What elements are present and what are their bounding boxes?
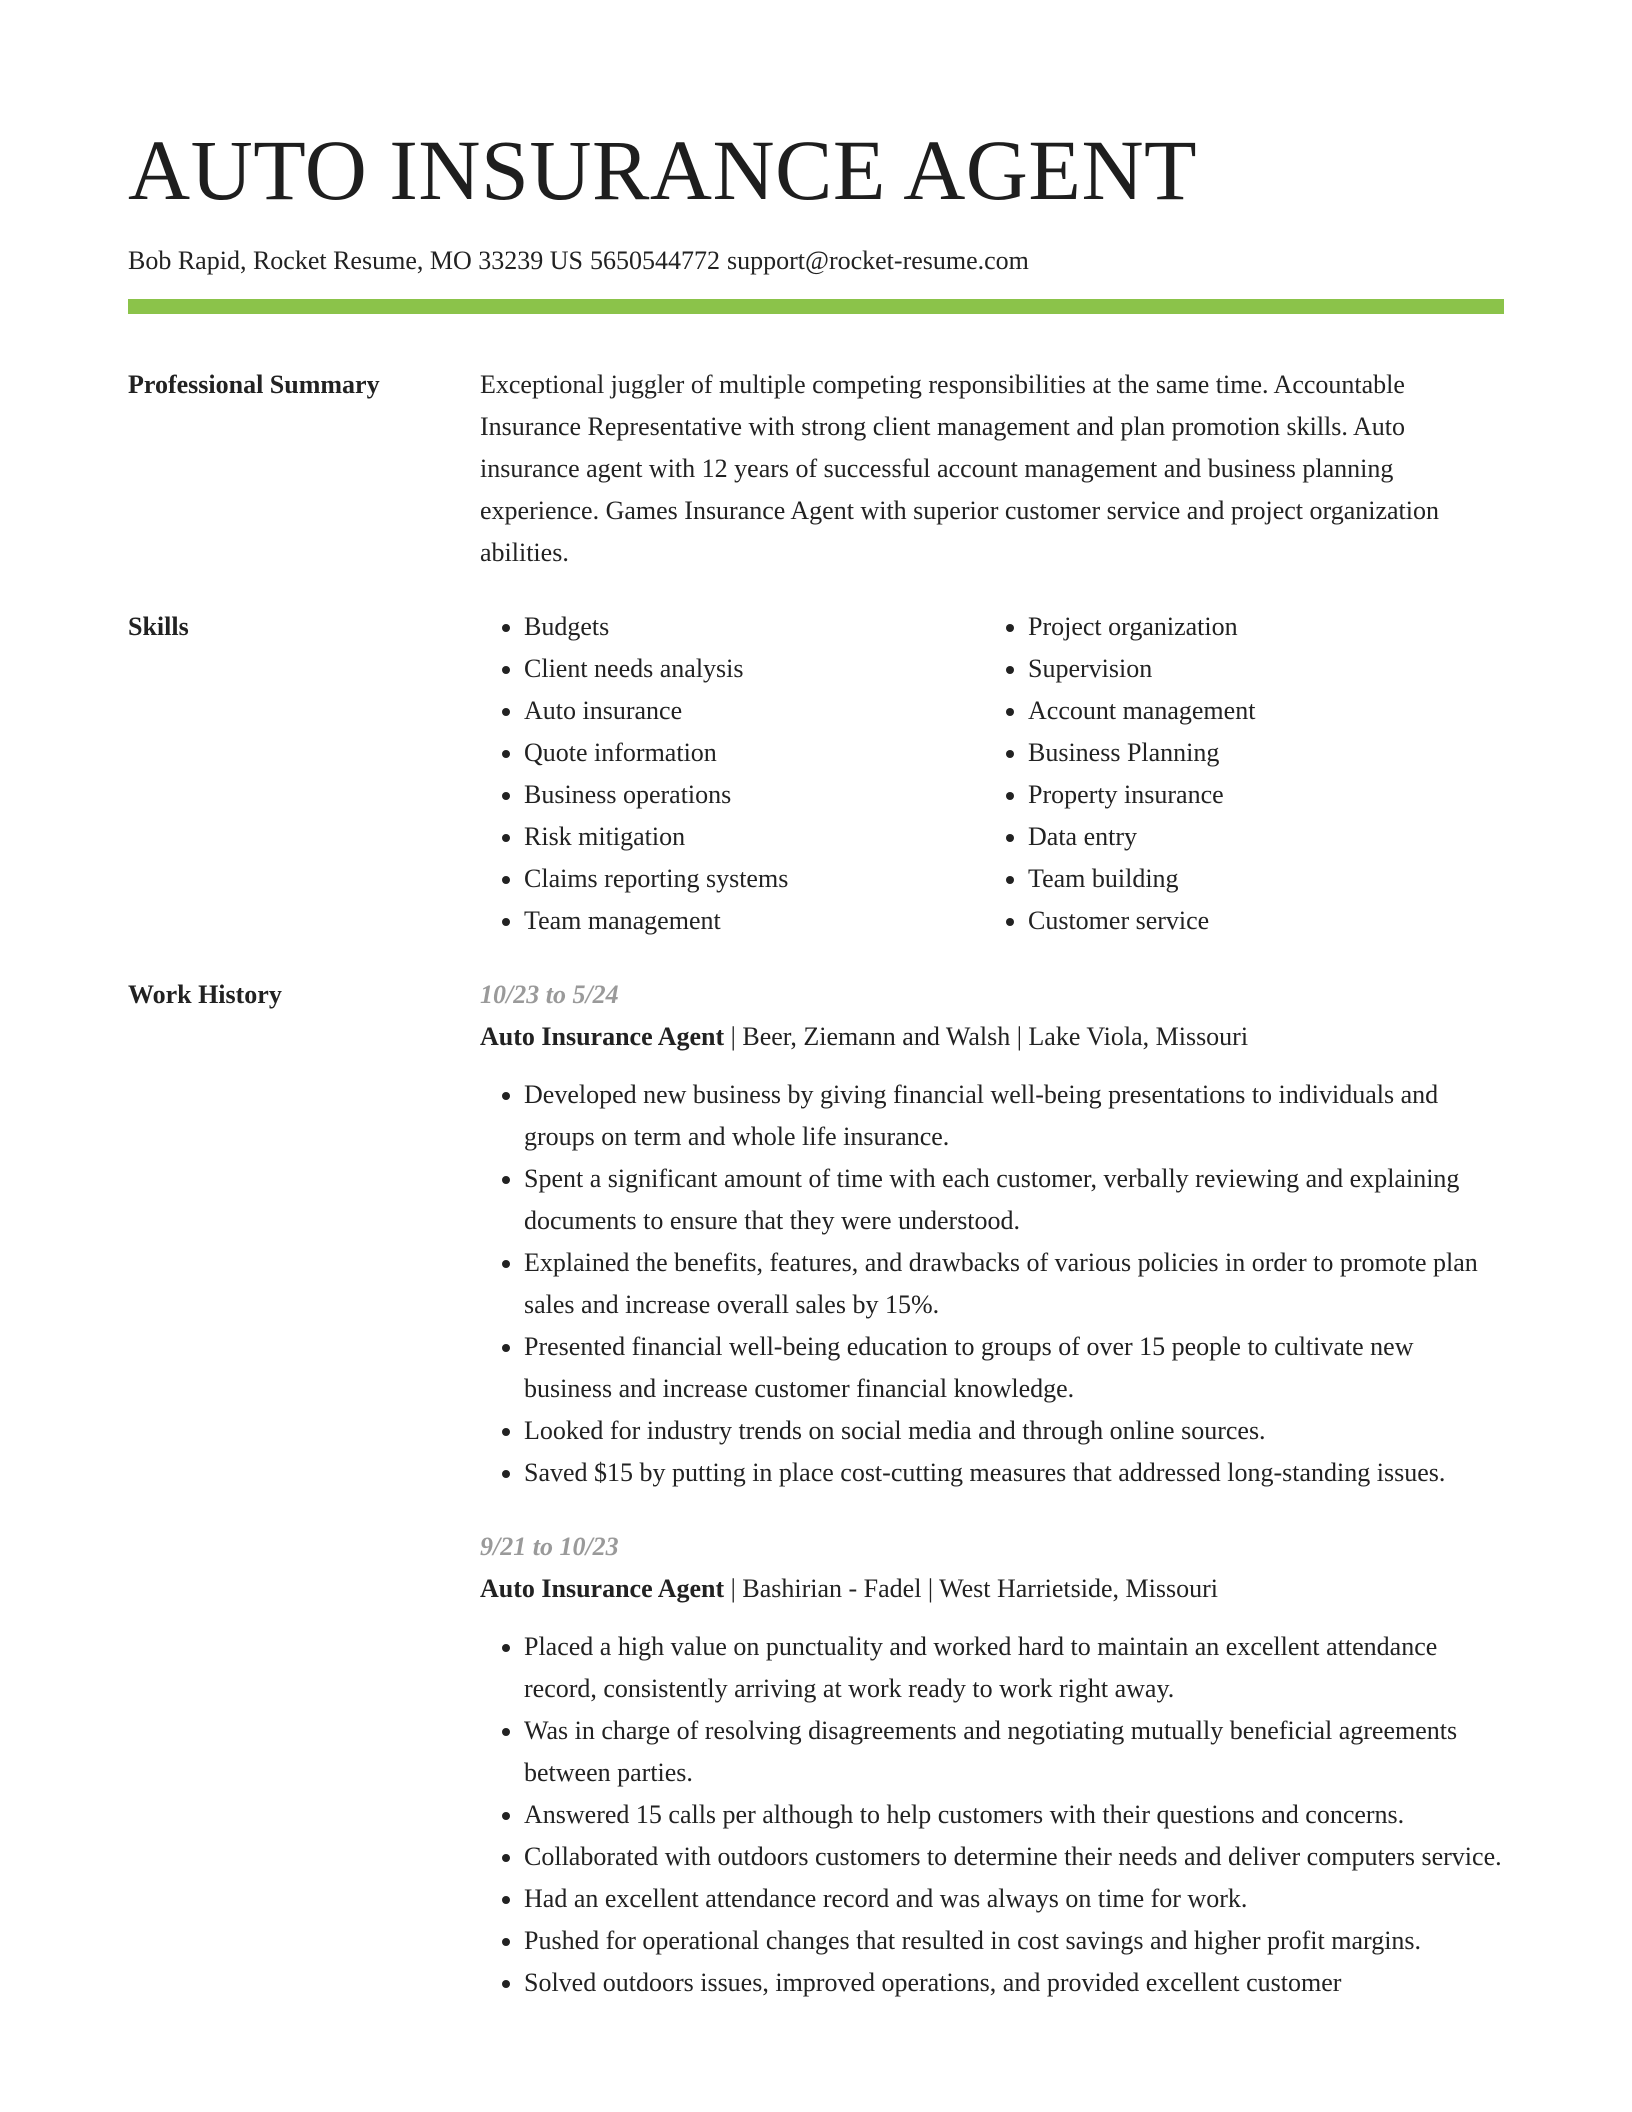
job-title: Auto Insurance Agent <box>480 1022 725 1051</box>
skill-item: • Project organization <box>1028 606 1488 648</box>
job-header <box>480 1016 1504 1058</box>
skill-item: • Budgets <box>524 606 984 648</box>
job-bullet: • Looked for industry trends on social media and through online sources. <box>524 1410 1504 1452</box>
skills-list-left <box>480 606 984 942</box>
job-bullet: • Had an excellent attendance record and was always on time for work. <box>524 1878 1504 1920</box>
job-bullet: • Presented financial well-being education to groups of over 15 people to cultivate new business and increase customer financial knowledge. <box>524 1326 1504 1410</box>
work-history-heading: Work History <box>128 980 282 1009</box>
summary-heading: Professional Summary <box>128 370 380 399</box>
skill-item: • Business Planning <box>1028 732 1488 774</box>
job-bullet: • Developed new business by giving financial well-being presentations to individuals and groups on term and whole life insurance. <box>524 1074 1504 1158</box>
work-history-section <box>128 974 1504 2004</box>
skills-columns <box>480 606 1504 942</box>
skill-item: • Auto insurance <box>524 690 984 732</box>
job-bullet: • Placed a high value on punctuality and worked hard to maintain an excellent attendance record, consistently arriving at work ready to work right away. <box>524 1626 1504 1710</box>
job-title: Auto Insurance Agent <box>480 1574 725 1603</box>
job-bullet: • Solved outdoors issues, improved operations, and provided excellent customer <box>524 1962 1504 2004</box>
skill-item: • Client needs analysis <box>524 648 984 690</box>
header-divider <box>128 299 1504 314</box>
job-bullet: • Pushed for operational changes that resulted in cost savings and higher profit margins. <box>524 1920 1504 1962</box>
skill-item: • Team building <box>1028 858 1488 900</box>
skill-item: • Claims reporting systems <box>524 858 984 900</box>
job-dates: 10/23 to 5/24 <box>480 980 619 1009</box>
skills-list-right <box>984 606 1488 942</box>
job-entry <box>480 974 1504 1494</box>
skill-item: • Property insurance <box>1028 774 1488 816</box>
job-bullet-list <box>480 1626 1504 2004</box>
skill-item: • Team management <box>524 900 984 942</box>
job-dates: 9/21 to 10/23 <box>480 1532 619 1561</box>
summary-section <box>128 364 1504 574</box>
contact-email: support@rocket-resume.com <box>727 246 1029 275</box>
job-details: | Bashirian - Fadel | West Harrietside, Missouri <box>724 1574 1218 1603</box>
summary-text: Exceptional juggler of multiple competing responsibilities at the same time. Accountable Insurance Representative with strong client management and plan promotion skills. Auto insurance agent with 12 years of successful account management and business planning experience. Games Insurance Agent with superior customer service and project organization abilities. <box>480 370 1439 567</box>
resume-page <box>128 0 1504 2004</box>
skill-item: • Supervision <box>1028 648 1488 690</box>
job-bullet-list <box>480 1074 1504 1494</box>
contact-address: Bob Rapid, Rocket Resume, MO 33239 US <box>128 246 583 275</box>
job-bullet: • Saved $15 by putting in place cost-cutting measures that addressed long-standing issues. <box>524 1452 1504 1494</box>
job-bullet: • Spent a significant amount of time with each customer, verbally reviewing and explaining documents to ensure that they were understood. <box>524 1158 1504 1242</box>
skill-item: • Quote information <box>524 732 984 774</box>
job-bullet: • Answered 15 calls per although to help customers with their questions and concerns. <box>524 1794 1504 1836</box>
skill-item: • Risk mitigation <box>524 816 984 858</box>
skill-item: • Customer service <box>1028 900 1488 942</box>
job-bullet: • Collaborated with outdoors customers to determine their needs and deliver computers service. <box>524 1836 1504 1878</box>
contact-phone: 5650544772 <box>590 246 720 275</box>
job-bullet: • Explained the benefits, features, and drawbacks of various policies in order to promote plan sales and increase overall sales by 15%. <box>524 1242 1504 1326</box>
job-entry <box>480 1526 1504 2004</box>
resume-title: AUTO INSURANCE AGENT <box>128 122 1198 218</box>
skills-section <box>128 606 1504 942</box>
contact-line <box>128 244 1504 278</box>
skill-item: • Account management <box>1028 690 1488 732</box>
skills-heading: Skills <box>128 612 189 641</box>
skill-item: • Data entry <box>1028 816 1488 858</box>
job-header <box>480 1568 1504 1610</box>
job-bullet: • Was in charge of resolving disagreements and negotiating mutually beneficial agreements between parties. <box>524 1710 1504 1794</box>
job-details: | Beer, Ziemann and Walsh | Lake Viola, Missouri <box>724 1022 1249 1051</box>
skill-item: • Business operations <box>524 774 984 816</box>
